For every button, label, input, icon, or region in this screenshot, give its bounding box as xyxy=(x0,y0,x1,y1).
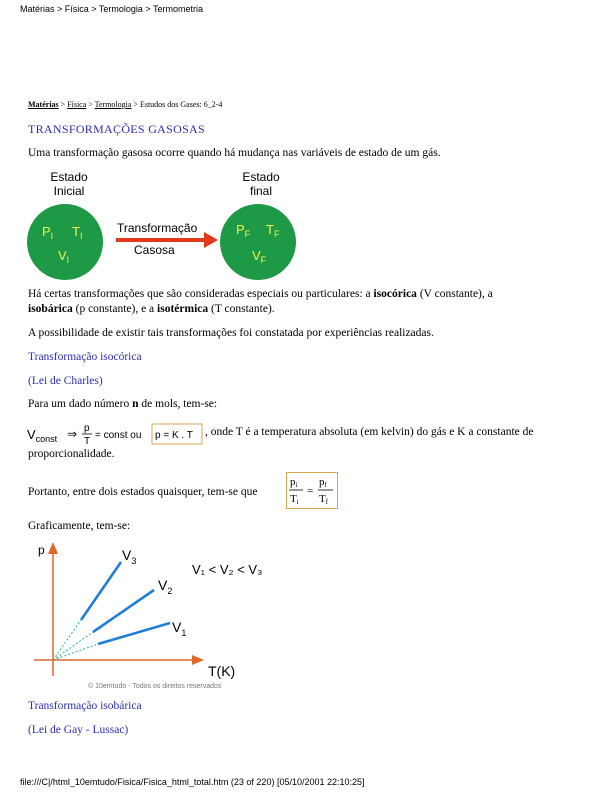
term-isotermica: isotérmica xyxy=(157,303,209,315)
formula-boxed: p = K . T xyxy=(155,430,193,441)
states-formula xyxy=(286,472,338,509)
breadcrumb-separator: > xyxy=(86,100,95,109)
final-state-circle xyxy=(220,204,296,280)
initial-state-label-1: Estado xyxy=(50,170,88,184)
isochore-v1-extrapolation xyxy=(53,644,98,660)
term-isocorica: isocórica xyxy=(373,288,417,300)
breadcrumb xyxy=(28,100,222,109)
graph-copyright: © 10emtudo - Todos os direitos reservados xyxy=(88,683,222,690)
formula2-tf-sub: f xyxy=(325,498,329,506)
formula-implies: ⇒ xyxy=(67,427,78,441)
section-law-gay-lussac: (Lei de Gay - Lussac) xyxy=(28,724,129,736)
breadcrumb-link-materias[interactable]: Matérias xyxy=(28,100,59,109)
formula-v-sub: const xyxy=(35,434,58,444)
possibility-paragraph: A possibilidade de existir tais transformações foi constatada por experiências realizadas. xyxy=(28,327,434,339)
graph-x-arrow xyxy=(192,655,204,665)
initial-v: $V_I$ xyxy=(58,248,70,265)
formula2-pi: p xyxy=(290,476,296,488)
formula2-ti-sub: i xyxy=(296,498,299,506)
initial-t: $T_I$ xyxy=(72,224,83,241)
graph-y-arrow xyxy=(48,542,58,554)
breadcrumb-current: Estudos dos Gases: 6_2-4 xyxy=(139,100,223,109)
formula2-eq: = xyxy=(307,485,314,497)
special-transformations-paragraph: Há certas transformações que são consideradas especiais ou particulares: a isocórica (V constante), a isobárica (p constante), e a isotérmica (T constante). xyxy=(28,288,493,315)
isochore-v3-extrapolation xyxy=(53,620,81,660)
isochore-v2 xyxy=(93,590,154,632)
final-t: $T_F$ xyxy=(266,222,280,239)
formula-v: V xyxy=(27,427,36,442)
final-v: $V_F$ xyxy=(252,248,267,265)
formula2-pf: p xyxy=(319,476,325,488)
formula1-explanation-cont: proporcionalidade. xyxy=(28,448,115,460)
section-title-isocorica: Transformação isocórica xyxy=(28,351,142,363)
initial-state-circle xyxy=(27,204,103,280)
mols-paragraph: Para um dado número n de mols, tem-se: xyxy=(28,398,218,410)
breadcrumb-link-fisica[interactable]: Física xyxy=(67,100,87,109)
formula2-pf-sub: f xyxy=(324,481,327,489)
arrow-label-2: Casosa xyxy=(134,243,175,257)
graph-x-label: T(K) xyxy=(208,663,236,679)
formula-num: p xyxy=(84,423,90,434)
initial-p: $P_I$ xyxy=(42,224,54,241)
svg-text:Vconst xyxy=(27,427,58,444)
volume-relation: V₁ < V₂ < V₃ xyxy=(192,562,263,577)
label-v2: $V_2$ xyxy=(158,577,173,596)
formula1-explanation: , onde T é a temperatura absoluta (em kelvin) do gás e K a constante de xyxy=(205,426,534,438)
arrow-label-1: Transformação xyxy=(117,221,198,235)
formula2-ti: T xyxy=(290,493,297,505)
breadcrumb-link-termologia[interactable]: Termologia xyxy=(94,100,132,109)
intro-paragraph: Uma transformação gasosa ocorre quando há mudança nas variáveis de estado de um gás. xyxy=(28,147,441,159)
graph-intro: Graficamente, tem-se: xyxy=(28,520,131,532)
mol-symbol-n: n xyxy=(132,398,139,410)
breadcrumb-separator: > xyxy=(58,100,68,109)
section-law-charles: (Lei de Charles) xyxy=(28,375,103,387)
breadcrumb-separator: > xyxy=(131,100,140,109)
page-footer-url: file:///C|/html_10emtudo/Fisica/Fisica_html_total.htm (23 of 220) [05/10/2001 22:10:25] xyxy=(20,777,365,787)
isochore-v1 xyxy=(98,623,170,644)
term-isobarica: isobárica xyxy=(28,303,73,315)
final-state-label-2: final xyxy=(249,184,273,198)
formula2-pi-sub: i xyxy=(295,481,298,489)
formula-rest: = const ou xyxy=(95,430,142,441)
page-title: TRANSFORMAÇÕES GASOSAS xyxy=(28,122,205,136)
page-header-path: Matérias > Física > Termologia > Termometria xyxy=(20,4,203,14)
formula-den: T xyxy=(84,436,91,447)
label-v1: $V_1$ xyxy=(172,619,187,638)
isochoric-formula xyxy=(27,420,205,450)
state-transformation-figure xyxy=(20,168,320,280)
transformation-arrow-head xyxy=(204,232,218,248)
final-state-label-1: Estado xyxy=(242,170,280,184)
isochore-v3 xyxy=(81,562,121,620)
section-title-isobarica: Transformação isobárica xyxy=(28,700,142,712)
states-paragraph: Portanto, entre dois estados quaisquer, tem-se que xyxy=(28,486,258,498)
graph-y-label: p xyxy=(38,543,45,557)
final-p: $P_F$ xyxy=(236,222,251,239)
isochore-v2-extrapolation xyxy=(53,632,93,660)
formula2-tf: T xyxy=(319,493,326,505)
isochoric-graph xyxy=(26,538,276,690)
initial-state-label-2: Inicial xyxy=(53,184,85,198)
label-v3: $V_3$ xyxy=(122,547,137,566)
